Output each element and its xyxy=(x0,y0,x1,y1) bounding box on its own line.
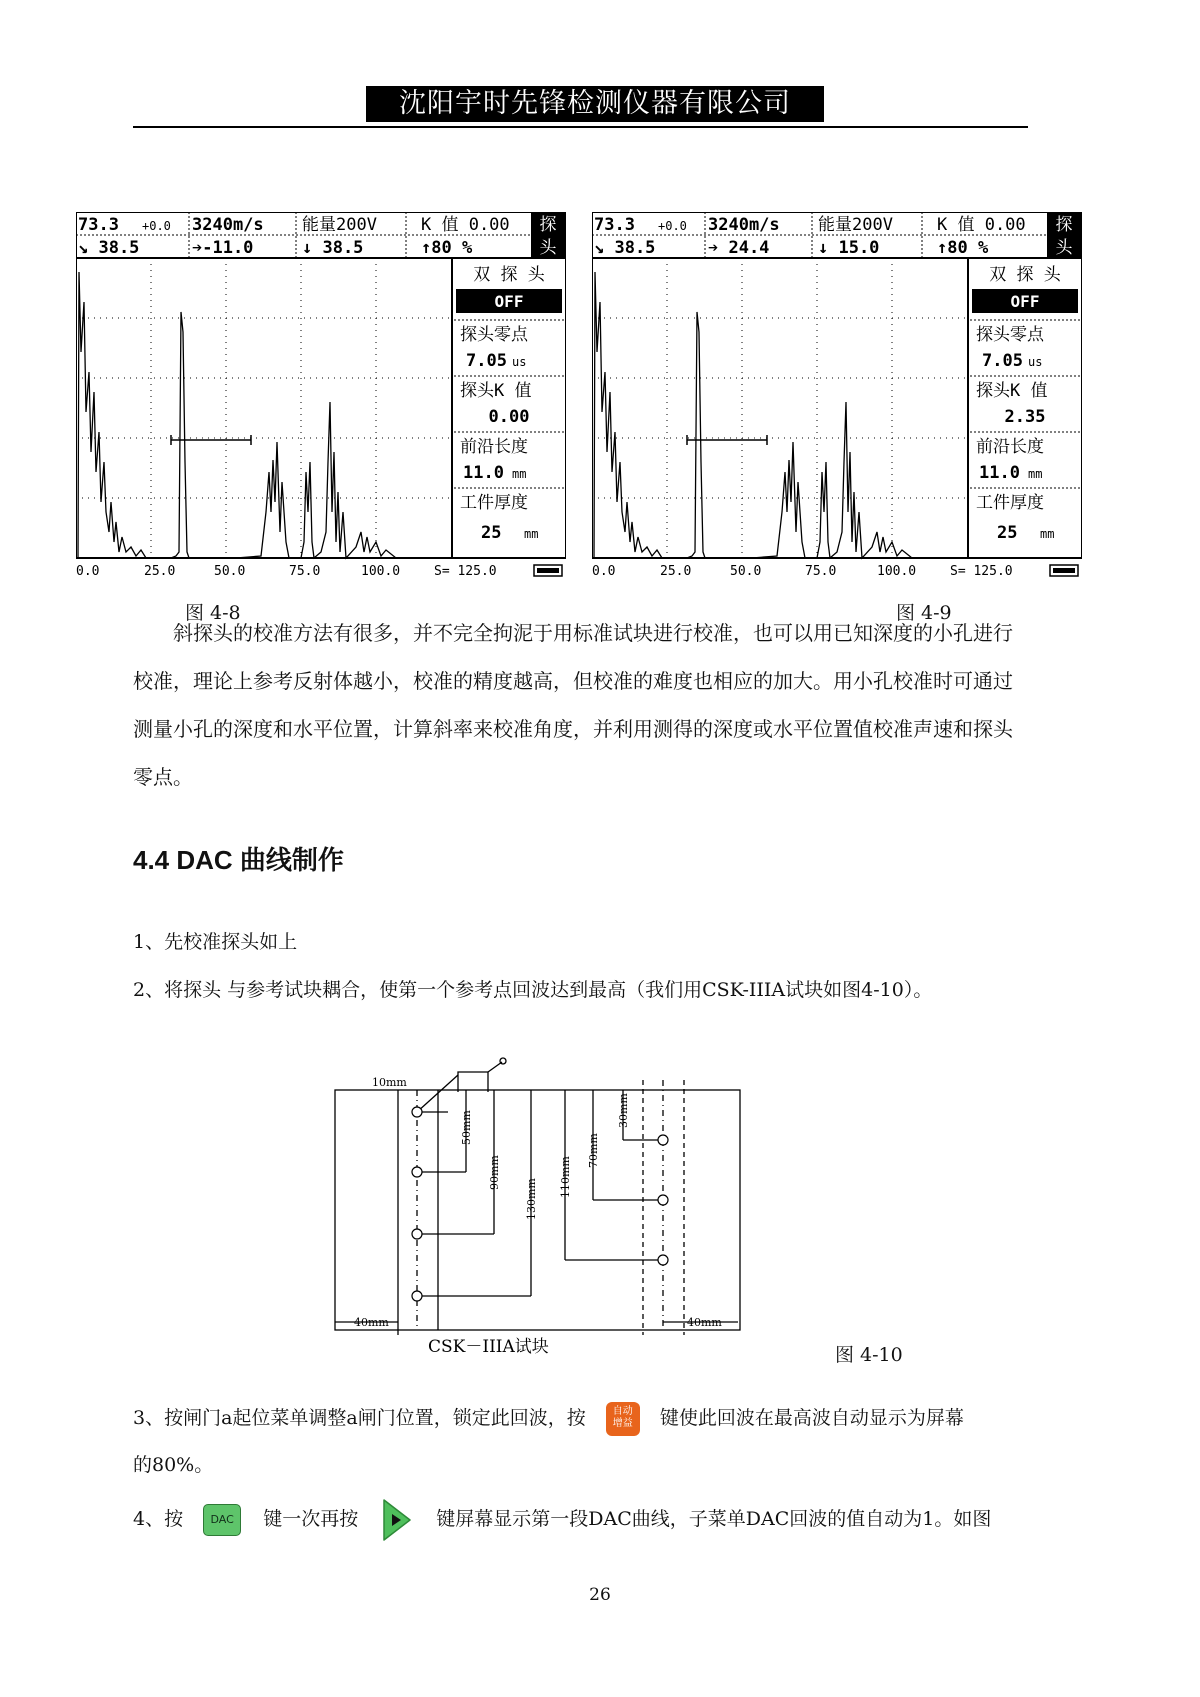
svg-text:50.0: 50.0 xyxy=(214,564,246,579)
svg-text:mm: mm xyxy=(1028,467,1043,481)
menu-title: 双 探 头 xyxy=(989,265,1061,285)
step-3-text-b: 键使此回波在最高波自动显示为屏幕 xyxy=(659,1407,964,1429)
status-depth: ↓ 38.5 xyxy=(302,238,364,258)
dac-key: DAC xyxy=(203,1504,241,1536)
caption-figure-4-9: 图 4-9 xyxy=(896,602,952,624)
side-menu xyxy=(452,258,566,558)
screen-figure-4-8 xyxy=(76,212,566,582)
x-axis xyxy=(592,564,1078,579)
header-rule xyxy=(133,126,1028,128)
step-1: 1、先校准探头如上 xyxy=(133,931,298,953)
status-offset: +0.0 xyxy=(658,219,687,233)
section-title: 4.4 DAC 曲线制作 xyxy=(133,845,344,875)
dim-30mm: 30mm xyxy=(617,1093,630,1128)
status-bar xyxy=(76,212,566,258)
dim-110mm: 110mm xyxy=(559,1156,572,1198)
company-header: 沈阳宇时先锋检测仪器有限公司 xyxy=(366,86,824,122)
svg-text:50.0: 50.0 xyxy=(730,564,762,579)
status-kvalue: K 值 0.00 xyxy=(937,215,1026,235)
step-4-text-c: 键屏幕显示第一段DAC曲线，子菜单DAC回波的值自动为1。如图 xyxy=(436,1508,992,1530)
menu-value-probe-zero: 7.05 xyxy=(982,351,1023,371)
menu-item-probe-zero: 探头零点 xyxy=(976,325,1044,345)
status-gain: 73.3 xyxy=(594,215,635,235)
status-depth: ↓ 15.0 xyxy=(818,238,880,258)
svg-text:75.0: 75.0 xyxy=(289,564,321,579)
paragraph-text: 斜探头的校准方法有很多，并不完全拘泥于用标准试块进行校准，也可以用已知深度的小孔进行校准，理论上参考反射体越小，校准的精度越高，但校准的难度也相应的加大。用小孔校准时可通过测量小孔的深度和水平位置，计算斜率来校准角度，并利用测得的深度或水平位置值校准声速和探头零点。 xyxy=(133,621,1013,789)
menu-item-front-length: 前沿长度 xyxy=(460,437,528,457)
menu-item-k-value: 探头K 值 xyxy=(976,381,1048,401)
status-amplitude: ↑80 % xyxy=(421,238,473,258)
svg-text:S= 125.0: S= 125.0 xyxy=(434,564,497,579)
menu-value-k: 0.00 xyxy=(488,407,530,427)
status-velocity: 3240m/s xyxy=(708,215,780,235)
status-energy: 能量200V xyxy=(818,215,893,235)
svg-text:25.0: 25.0 xyxy=(660,564,692,579)
dim-right-40mm: 40mm xyxy=(687,1316,722,1329)
menu-tag-1: 探 xyxy=(1055,215,1073,235)
status-path: ↘ 38.5 xyxy=(78,238,140,258)
step-4-text-a: 4、按 xyxy=(133,1508,184,1530)
status-horizontal: ➔-11.0 xyxy=(192,238,254,258)
svg-text:mm: mm xyxy=(1040,527,1055,541)
status-velocity: 3240m/s xyxy=(192,215,264,235)
waveform-area xyxy=(76,258,452,558)
status-kvalue: K 值 0.00 xyxy=(421,215,510,235)
step-3 xyxy=(133,1402,964,1436)
page-number: 26 xyxy=(589,1585,611,1605)
menu-item-thickness: 工件厚度 xyxy=(976,493,1044,513)
menu-value-k: 2.35 xyxy=(1004,407,1046,427)
calibration-paragraph xyxy=(133,609,1028,801)
svg-text:25.0: 25.0 xyxy=(144,564,176,579)
csk-iiia-diagram xyxy=(320,1050,760,1370)
block-label: CSK－IIIA试块 xyxy=(428,1337,549,1357)
status-gain: 73.3 xyxy=(78,215,119,235)
svg-text:100.0: 100.0 xyxy=(361,564,401,579)
reference-holes xyxy=(412,1107,668,1301)
step-2: 2、将探头 与参考试块耦合，使第一个参考点回波达到最高（我们用CSK-IIIA试块如图4-10）。 xyxy=(133,979,933,1001)
dim-50mm: 50mm xyxy=(460,1110,473,1145)
menu-value-front-length: 11.0 xyxy=(979,463,1020,483)
play-arrow-icon xyxy=(380,1498,414,1542)
auto-gain-key: 自动 增益 xyxy=(606,1402,640,1436)
dim-10mm: 10mm xyxy=(372,1076,407,1089)
menu-state: OFF xyxy=(1010,292,1040,311)
menu-tag-1: 探 xyxy=(539,215,557,235)
svg-text:mm: mm xyxy=(512,467,527,481)
menu-title: 双 探 头 xyxy=(473,265,545,285)
waveform-area xyxy=(592,258,968,558)
svg-text:mm: mm xyxy=(524,527,539,541)
svg-text:us: us xyxy=(512,355,527,369)
caption-figure-4-10: 图 4-10 xyxy=(835,1344,903,1366)
svg-text:100.0: 100.0 xyxy=(877,564,917,579)
step-3-cont: 的80%。 xyxy=(133,1454,214,1476)
status-offset: +0.0 xyxy=(142,219,171,233)
status-path: ↘ 38.5 xyxy=(594,238,656,258)
dim-90mm: 90mm xyxy=(488,1155,501,1190)
status-bar xyxy=(592,212,1082,258)
svg-text:0.0: 0.0 xyxy=(592,564,616,579)
dim-70mm: 70mm xyxy=(587,1133,600,1168)
menu-value-thickness: 25 xyxy=(481,523,502,543)
dim-left-40mm: 40mm xyxy=(354,1316,389,1329)
status-amplitude: ↑80 % xyxy=(937,238,989,258)
screen-figure-4-9 xyxy=(592,212,1082,582)
step-4 xyxy=(133,1498,991,1542)
menu-value-probe-zero: 7.05 xyxy=(466,351,507,371)
menu-value-thickness: 25 xyxy=(997,523,1018,543)
menu-state: OFF xyxy=(494,292,524,311)
menu-item-front-length: 前沿长度 xyxy=(976,437,1044,457)
menu-item-thickness: 工件厚度 xyxy=(460,493,528,513)
svg-text:0.0: 0.0 xyxy=(76,564,100,579)
step-3-text-a: 3、按闸门a起位菜单调整a闸门位置，锁定此回波，按 xyxy=(133,1407,586,1429)
menu-tag-2: 头 xyxy=(1055,238,1073,258)
caption-figure-4-8: 图 4-8 xyxy=(185,602,241,624)
menu-tag-2: 头 xyxy=(539,238,557,258)
status-horizontal: ➔ 24.4 xyxy=(708,238,770,258)
menu-item-probe-zero: 探头零点 xyxy=(460,325,528,345)
menu-value-front-length: 11.0 xyxy=(463,463,504,483)
menu-item-k-value: 探头K 值 xyxy=(460,381,532,401)
svg-text:us: us xyxy=(1028,355,1043,369)
x-axis xyxy=(76,564,562,579)
svg-text:S= 125.0: S= 125.0 xyxy=(950,564,1013,579)
svg-text:75.0: 75.0 xyxy=(805,564,837,579)
status-energy: 能量200V xyxy=(302,215,377,235)
dim-130mm: 130mm xyxy=(525,1178,538,1220)
step-4-text-b: 键一次再按 xyxy=(263,1508,359,1530)
side-menu xyxy=(968,258,1082,558)
